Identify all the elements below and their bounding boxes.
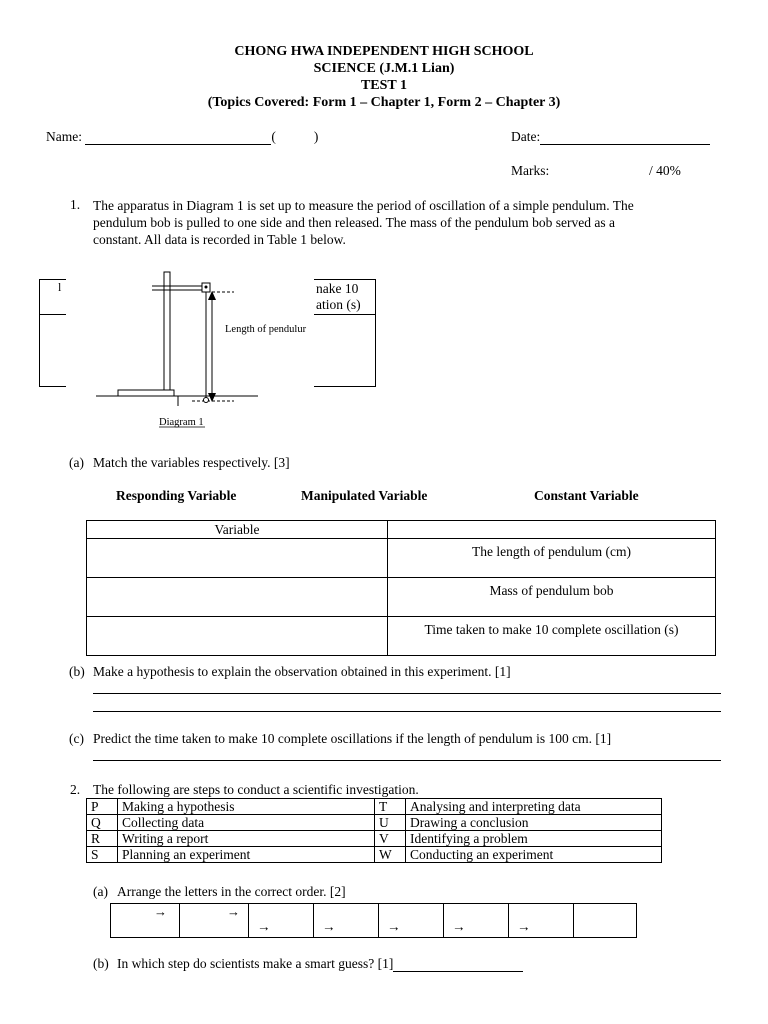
table1-header-fragment [316, 281, 361, 313]
order-box-8[interactable] [574, 904, 637, 938]
header-right-cell [388, 521, 716, 539]
step-letter: T [375, 799, 406, 815]
step-description: Analysing and interpreting data [406, 799, 662, 815]
arrow-icon: → [517, 919, 531, 934]
arrow-icon: → [227, 904, 240, 919]
table-row [87, 847, 662, 863]
class-number-open: ( [271, 129, 276, 144]
order-box-6[interactable] [444, 904, 509, 938]
q2b-label: (b) [93, 956, 109, 971]
step-letter: U [375, 815, 406, 831]
stand-base [118, 390, 174, 396]
steps-table [86, 798, 662, 863]
school-name: CHONG HWA INDEPENDENT HIGH SCHOOL [234, 44, 534, 59]
step-letter: V [375, 831, 406, 847]
marks-label: Marks: [511, 163, 550, 178]
length-of-pendulum-label: Length of pendulur [225, 324, 307, 335]
date-label: Date: [511, 129, 541, 144]
q2a-label: (a) [93, 884, 108, 899]
table-row [87, 831, 662, 847]
step-letter: Q [87, 815, 118, 831]
q1b-text: Make a hypothesis to explain the observation obtained in this experiment. [1] [93, 664, 511, 679]
step-letter: S [87, 847, 118, 863]
name-label: Name: [46, 129, 82, 144]
table-row [111, 904, 637, 938]
topics-covered: (Topics Covered: Form 1 – Chapter 1, Form 2 – Chapter 3) [207, 95, 561, 110]
q1-text [93, 197, 634, 248]
arrow-icon: → [154, 904, 167, 919]
order-box-5[interactable] [379, 904, 444, 938]
step-description: Planning an experiment [118, 847, 375, 863]
name-blank[interactable] [85, 130, 271, 145]
pendulum-bob [204, 398, 209, 403]
table1-left-fragment: l [58, 280, 62, 294]
q1-number: 1. [70, 197, 81, 212]
order-box-7[interactable] [509, 904, 574, 938]
description-cell: The length of pendulum (cm) [388, 539, 716, 578]
stand-rod [164, 272, 170, 396]
test-title: TEST 1 [360, 78, 408, 93]
q1c-text: Predict the time taken to make 10 complete oscillations if the length of pendulum is 100 cm. [1] [93, 731, 612, 746]
class-number-close: ) [313, 129, 319, 144]
diagram-caption: Diagram 1 [159, 417, 204, 428]
marks-total: / 40% [649, 163, 681, 178]
step-letter: R [87, 831, 118, 847]
q1c-label: (c) [69, 731, 84, 746]
date-row [511, 129, 710, 145]
q1b-answer-line-2[interactable] [93, 711, 721, 712]
table-row [87, 617, 716, 656]
step-description: Identifying a problem [406, 831, 662, 847]
q1-text-line: pendulum bob is pulled to one side and then released. The mass of the pendulum bob served as a [93, 215, 616, 230]
q1b-answer-line-1[interactable] [93, 693, 721, 694]
step-description: Making a hypothesis [118, 799, 375, 815]
q2b-text-row [117, 956, 523, 972]
arrow-icon: → [452, 919, 466, 934]
table-row [87, 799, 662, 815]
q2b-text: In which step do scientists make a smart guess? [1] [117, 956, 394, 971]
description-cell: Mass of pendulum bob [388, 578, 716, 617]
table-row [87, 521, 716, 539]
table-row [87, 815, 662, 831]
order-boxes [110, 903, 637, 938]
table1-header-line: ation (s) [316, 297, 361, 312]
q2a-text: Arrange the letters in the correct order. [2] [117, 884, 346, 899]
arrow-icon: → [322, 919, 336, 934]
q1b-label: (b) [69, 664, 85, 679]
diagram-background [66, 266, 314, 432]
date-blank[interactable] [540, 130, 710, 145]
answer-cell-3[interactable] [87, 617, 388, 656]
variable-header-cell: Variable [87, 521, 388, 539]
pivot-point [205, 286, 208, 289]
order-box-4[interactable] [314, 904, 379, 938]
q2b-answer-blank[interactable] [393, 957, 523, 972]
order-box-1[interactable] [111, 904, 180, 938]
step-description: Drawing a conclusion [406, 815, 662, 831]
q1-text-line: constant. All data is recorded in Table 1 below. [93, 232, 346, 247]
arrow-icon: → [257, 919, 271, 934]
step-letter: W [375, 847, 406, 863]
table-row [87, 539, 716, 578]
order-box-3[interactable] [249, 904, 314, 938]
step-letter: P [87, 799, 118, 815]
option-manipulated-variable[interactable]: Manipulated Variable [301, 488, 428, 503]
table1-header-line: nake 10 [316, 281, 359, 296]
pendulum-diagram [66, 266, 314, 432]
step-description: Collecting data [118, 815, 375, 831]
subject-title: SCIENCE (J.M.1 Lian) [313, 61, 455, 76]
option-constant-variable[interactable]: Constant Variable [534, 488, 639, 503]
arrow-icon: → [387, 919, 401, 934]
variable-match-table [86, 520, 716, 656]
table-row [87, 578, 716, 617]
answer-cell-2[interactable] [87, 578, 388, 617]
q2-text: The following are steps to conduct a scientific investigation. [93, 782, 419, 797]
name-row [46, 129, 318, 145]
answer-cell-1[interactable] [87, 539, 388, 578]
q1c-answer-line[interactable] [93, 760, 721, 761]
q1a-text: Match the variables respectively. [3] [93, 455, 290, 470]
step-description: Writing a report [118, 831, 375, 847]
q1-text-line: The apparatus in Diagram 1 is set up to measure the period of oscillation of a simple pendulum. The [93, 198, 634, 213]
q1a-label: (a) [69, 455, 84, 470]
description-cell: Time taken to make 10 complete oscillation (s) [388, 617, 716, 656]
q2-number: 2. [70, 782, 81, 797]
step-description: Conducting an experiment [406, 847, 662, 863]
option-responding-variable[interactable]: Responding Variable [116, 488, 237, 503]
